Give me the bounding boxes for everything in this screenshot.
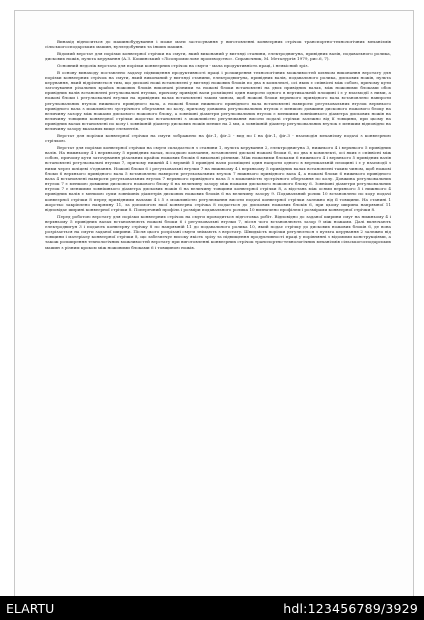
- footer-bar: [0, 596, 424, 620]
- footer-brand: ELARTU: [6, 600, 55, 616]
- footer-handle: hdl:123456789/3929: [283, 600, 418, 616]
- paragraph: Основний недолік верстата для порізки конвеєрних стрічок на смуги - мала продуктивність праці, і неякісний зріз.: [57, 62, 309, 68]
- document-text: [45, 39, 391, 584]
- paragraph: В основу винаходу поставлено задачу підвищення продуктивності праці і розширення технологічних можливостей шляхом виконання верстату для порізки конвеєрних стрічок на смуги, який виконаний у вигляді станини, електродвигуна, привідних валів, подавального ролика, дискових ножів, пульта керування, який відрізняється тим, що дискові ножі встановлені у вигляді ножових блоків по два в комплекті, осі яких є співвісні між собою, причому кути заточування різальних крайок ножових блоків виконані різними та ножові блоки встановлені на двох привідних валах, між ножовими блоками обох привідних валів встановлені регульовальні втулки, причому привідні вали розміщені один напроти одного в вертикальній площині і є у взаємодії з ними, а ножові блоки і регульовальні втулки на привідних валах встановлені таким чином, щоб ножові блоки верхнього привідного вала встановлено навпроти регульовальних втулок нижнього привідного вала, а ножові блоки нижнього привідного вала встановлені навпроти регульовальних втулок верхнього привідного вала з можливістю зустрічного обертання по колу, причому довжина регульовальних втулок є меншою довжини дискового ножового блоку на величину зазору між ножами дискового ножового блоку, а зовнішні діаметри регульовальних втулок є меншими зовнішнього діаметра дискових ножів на величину товщини конвеєрної стрічки жорстко встановлені з можливістю регулювання висоти подачі стрічки залежно від її товщини, при цьому на привідних валах встановлені по колу і зовнішній діаметр дискових ножів менше на 2 мм, а зовнішній діаметр регульовальних втулок є меншим відповідно на величину зазору вказаних вище елементів.: [45, 69, 391, 132]
- paragraph: Верстат для порізки конвеєрної стрічки на смуги зображено на фіг.1, фіг.2 - вид по І на фіг.1, фіг.3 - взаємодія механізму подачі з конвеєрною стрічкою.: [45, 133, 391, 144]
- paragraph: Перед роботою верстату для порізки конвеєрних стрічок на смуги проводиться підготовка робіт. Відповідно до заданої ширини смуг на нижньому 4 і верхньому 5 привідних валах встановлюють ножові блоки 6 і регульовальні втулки 7, після чого встановлюють зазор 9 між ножами. Далі включають електродвигун 3 і подають конвеєрну стрічку 8 по напрямній 11 до подавального ролика 10, який подає стрічку до дискових ножових блоків 6, де вона розрізається на смуги заданої ширини. Після цього розрізані смуги знімають з верстату. Швидкість порізки регулюється з пульта керування 2 залежно від товщини і матеріалу конвеєрної стрічки 8, що забезпечує високу якість зрізу та підвищення продуктивності праці у порівнянні з відомими конструкціями, а також розширення технологічних можливостей верстату при виготовленні конвеєрних стрічок транспортно-технологічних механізмів сільськогосподарських машин з різним кроком між ножовими блоками 6 і товщиною ножів.: [45, 213, 391, 250]
- paragraph: Винахід відноситься до машинобудування і може мати застосування у виготовленні конвеєрних стрічок транспортно-технологічних механізмів сільськогосподарських машин, вулледобувних та інших машин.: [45, 39, 391, 50]
- document-page: [14, 10, 414, 597]
- paragraph: Відомий верстат для порізки конвеєрної стрічки на смуги, який виконаний у вигляді станини, електродвигуна, привідних валів, подавального ролика, дискових ножів, пульта керування (А.З. Кошинський «Лісопромислове производство». Справочник, М. Металургія 1979, рис.6, 7).: [45, 50, 391, 62]
- paragraph: Верстат для порізки конвеєрної стрічки на смуги складається з станини 1, пульта керування 2, електродвигуна 3, нижнього 4 і верхнього 5 привідних валів. На нижньому 4 і верхньому 5 привідних валах, посадкою ковзання, встановлені дискові ножові блоки 6, по два в комплекті, осі яких є співвісні між собою, причому кути заточування різальних крайок ножових блоків 6 виконані різними. Між ножовими блоками 6 нижнього 4 і верхнього 5 привідних валів встановлені регульовальні втулки 7, причому нижній 4 і верхній 5 привідні вали розміщені один напроти одного в вертикальній площині і є у взаємодії з ними через шліцеві з'єднання. Ножові блоки 6 і регульовальні втулки 7 на нижньому 4 і верхньому 5 привідних валах встановлені таким чином, щоб ножові блоки 6 верхнього привідного вала 5 встановлено навпроти регульовальних втулок 7 нижнього привідного вала 4, а ножові блоки 6 нижнього привідного вала 4 встановлені навпроти регульовальних втулок 7 верхнього привідного вала 5 з можливістю зустрічного обертання по колу. Довжина регульовальних втулок 7 є меншою довжини дискового ножового блоку 6 на величину зазору між ножами дискового ножового блоку 6. Зовнішні діаметри регульовальних втулок 7 є меншими зовнішнього діаметра дискових ножів 6 на величину товщини конвеєрної стрічки 8, а відстань між осями верхнього 5 і нижнього 4 привідних валів є меншою суми зовнішніх діаметрів дискових ножових блоків 6 на величину зазору 9. Подавальний ролик 10 встановлено по ходу подачі конвеєрної стрічки 8 перед привідними валами 4 і 5 з можливістю регулювання висоти подачі конвеєрної стрічки залежно від її товщини. На станині 1 жорстко закріплено напрямну 11, за допомогою якої конвеєрна стрічка 8 подається до дискових ножових блоків 6, при цьому ширина напрямної 11 відповідає ширині конвеєрної стрічки 8. Поперечний профіль і розміри подавального ролика 10 визначено профілем і розмірами конвеєрної стрічки 8.: [45, 144, 391, 212]
